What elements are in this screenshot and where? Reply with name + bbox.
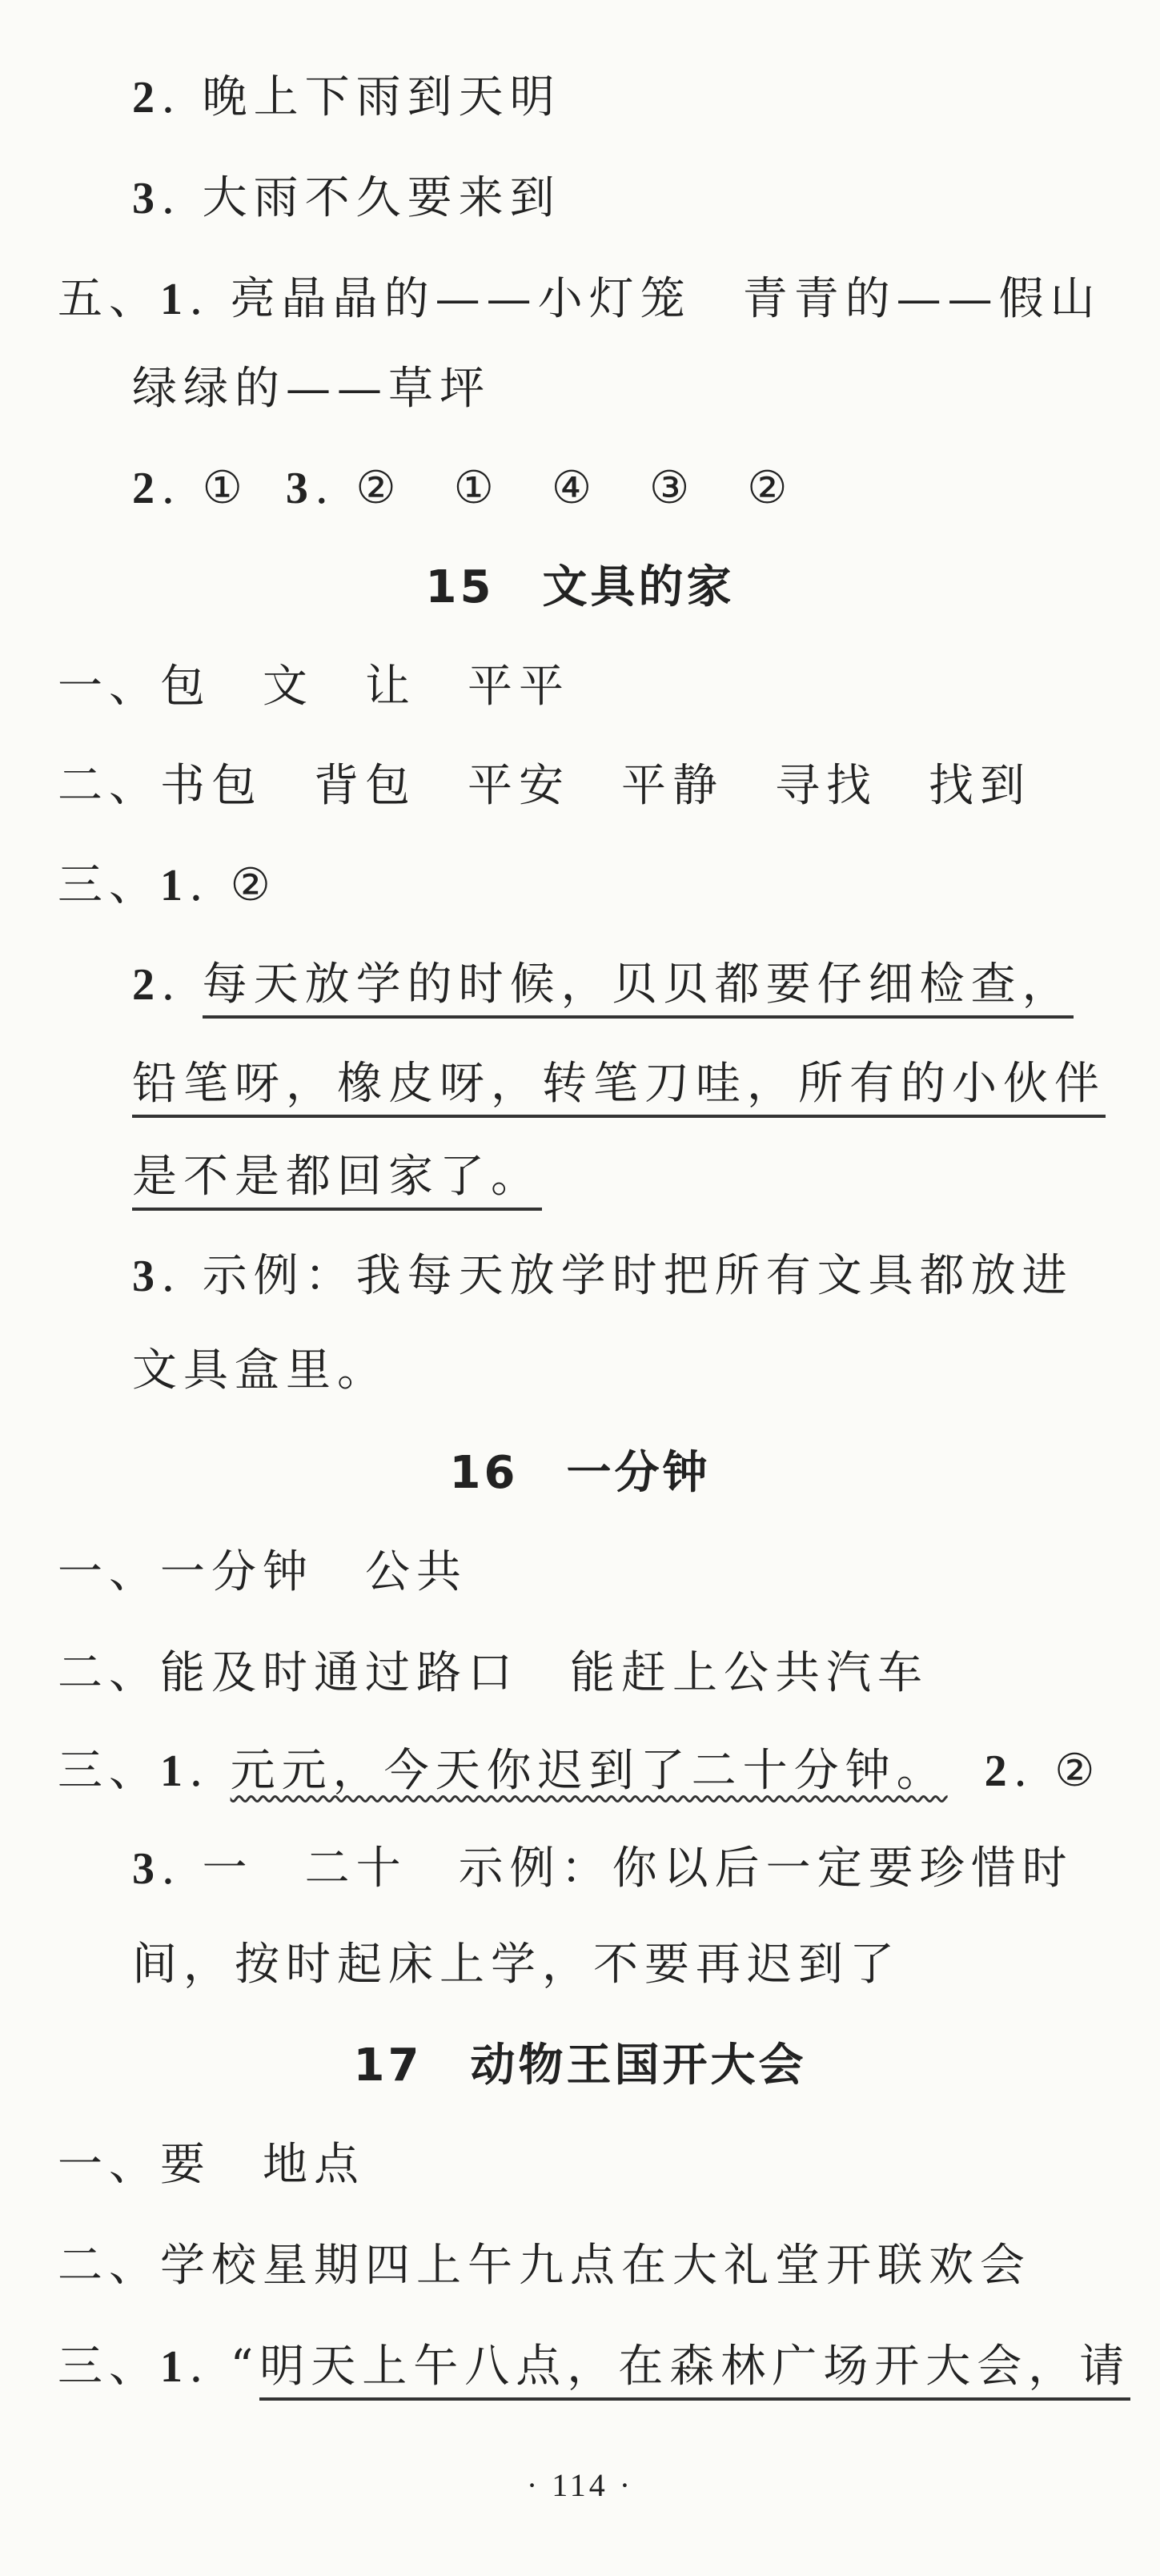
answer-line: 2. ① 3. ② ① ④ ③ ② [132, 462, 794, 514]
answer-line: 一、一分钟 公共 [58, 1546, 468, 1598]
answer-line: 一、要 地点 [58, 2139, 365, 2191]
answer-line: 一、包 文 让 平平 [58, 661, 570, 713]
answer-line: 三、1. “明天上午八点，在森林广场开大会，请 [58, 2335, 1130, 2399]
answer-line: 2. 晚上下雨到天明 [132, 71, 561, 123]
section-heading: 16 一分钟 [449, 1447, 711, 1499]
answer-line: 文具盒里。 [132, 1344, 388, 1397]
answer-line: 三、1. 元元，今天你迟到了二十分钟。 2. ② [58, 1745, 1102, 1797]
underlined-sentence: 是不是都回家了。 [132, 1151, 542, 1211]
answer-line: 间，按时起床上学，不要再迟到了 [132, 1939, 901, 1991]
underlined-sentence: 明天上午八点，在森林广场开大会，请 [259, 2341, 1130, 2401]
answer-line: 3. 示例：我每天放学时把所有文具都放进 [132, 1250, 1074, 1302]
answer-line: 二、书包 背包 平安 平静 寻找 找到 [58, 760, 1031, 812]
section-heading: 15 文具的家 [425, 561, 735, 613]
answer-line [132, 1145, 542, 1209]
answer-line: 绿绿的——草坪 [132, 363, 491, 415]
underlined-sentence: 铅笔呀，橡皮呀，转笔刀哇，所有的小伙伴 [132, 1058, 1106, 1118]
underlined-sentence: 每天放学的时候，贝贝都要仔细检查， [203, 958, 1074, 1019]
section-heading: 17 动物王国开大会 [353, 2040, 807, 2092]
answer-line: 三、1. ② [58, 859, 277, 911]
answer-line: 二、学校星期四上午九点在大礼堂开联欢会 [58, 2240, 1031, 2292]
answer-line: 二、能及时通过路口 能赶上公共汽车 [58, 1647, 929, 1699]
answer-line: 3. 大雨不久要来到 [132, 172, 561, 224]
answer-line: 五、1. 亮晶晶的——小灯笼 青青的——假山 [58, 273, 1102, 325]
answer-line: 2. 每天放学的时候，贝贝都要仔细检查， [132, 953, 1074, 1017]
answer-line: 3. 一 二十 示例：你以后一定要珍惜时 [132, 1843, 1074, 1895]
wavy-underlined-sentence: 元元，今天你迟到了二十分钟。 [230, 1745, 948, 1797]
page-number: · 114 · [526, 2467, 634, 2503]
answer-line [132, 1052, 1106, 1116]
